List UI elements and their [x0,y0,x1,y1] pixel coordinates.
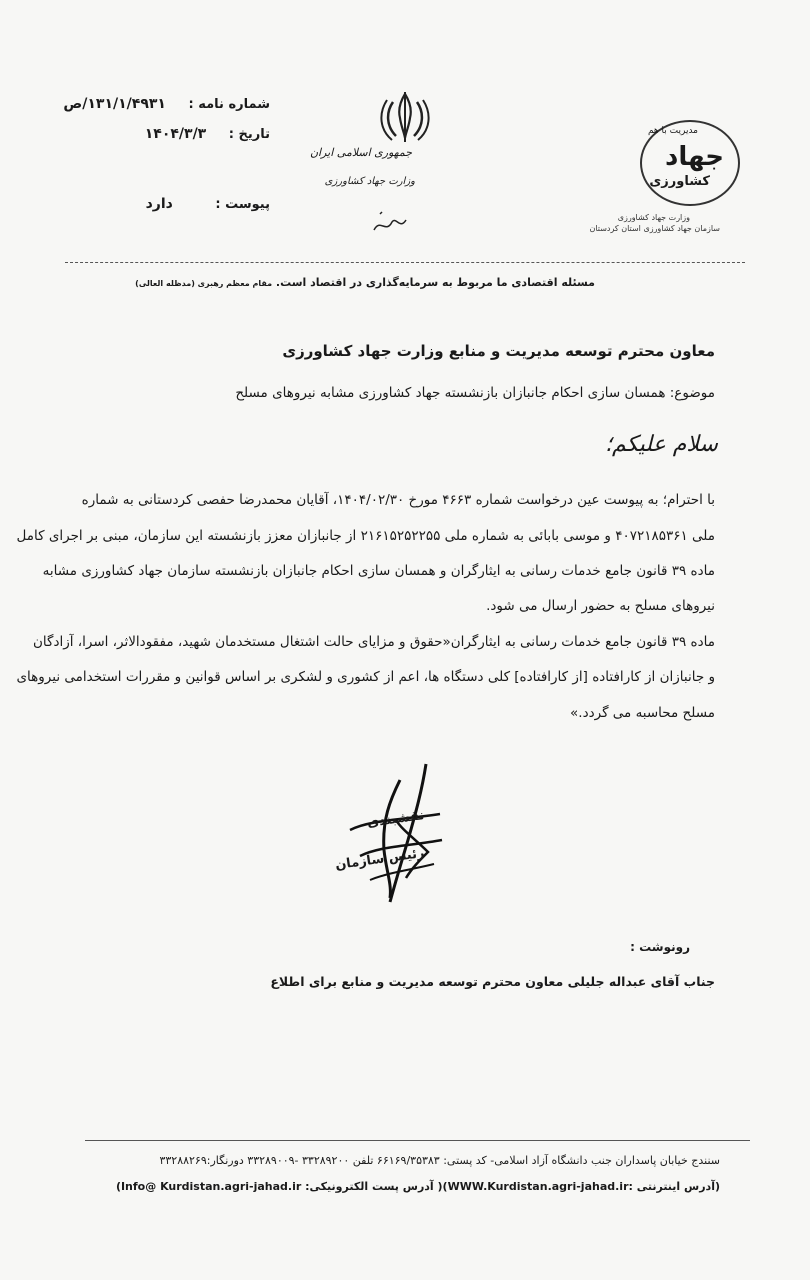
attachment-row [146,196,270,212]
greeting: سلام علیکم؛ [604,432,718,457]
footer-web: (آدرس اینترنتی :WWW.Kurdistan.agri-jahad.ir)( آدرس پست الکترونیکی: Info@ Kurdistan.agri-jahad.ir) [115,1180,720,1193]
paragraph1-line2: ملی ۴۰۷۲۱۸۵۳۶۱ و موسی بابائی به شماره ملی ۲۱۶۱۵۲۵۲۲۵۵ از جانبازان معزز بازنشسته این سازمان، مبنی بر اجرای کامل [16,528,715,544]
paragraph2-line2: و جانبازان از کارافتاده [از کارافتاده] کلی دستگاه ها، اعم از کشوری و لشکری بر اساس قوانین و مقررات استخدامی نیروهای [16,669,715,685]
logo-subtitle: کشاورزی [649,174,710,189]
letter-number-label: شماره نامه : [188,97,270,112]
paragraph2-line1: ماده ۳۹ قانون جامع خدمات رسانی به ایثارگران«حقوق و مزایای حالت اشتغال مستخدمان شهید، مفقودالاثر، اسرا، آزادگان [32,634,715,650]
motto-text: مسئله اقتصادی ما مربوط به سرمایه‌گذاری در اقتصاد است. [275,276,595,289]
org-line-1: وزارت جهاد کشاورزی [617,213,690,222]
signature-name: نقشبندی [366,808,426,831]
footer-address: سنندج خیابان پاسداران جنب دانشگاه آزاد اسلامی- کد پستی: ۶۶۱۶۹/۳۵۳۸۳ تلفن ۳۳۲۸۹۲۰۰ -۳۳۲۸۹۰۰۹ دورنگار:۳۳۲۸۸۲۶۹ [159,1154,720,1167]
header-divider [65,262,745,263]
cc-text: جناب آقای عبداله جلیلی معاون محترم توسعه مدیریت و منابع برای اطلاع [270,974,715,989]
date-value: ۱۴۰۴/۳/۳ [144,126,207,142]
motto [135,276,595,289]
paragraph1-line4: نیروهای مسلح به حضور ارسال می شود. [486,598,715,614]
recipient: معاون محترم توسعه مدیریت و منابع وزارت جهاد کشاورزی [282,342,715,360]
paragraph2-line3: مسلح محاسبه می گردد.» [570,705,715,721]
footer-divider [85,1140,750,1141]
subject: موضوع: همسان سازی احکام جانبازان بازنشسته جهاد کشاورزی مشابه نیروهای مسلح [235,385,715,401]
logo-top-text: مدیریت با هم [647,126,698,136]
letter-number-value: ۱۳۱/۱/۴۹۳۱/ص [63,96,166,112]
signature-title: رئیس سازمان [334,845,426,874]
date-label: تاریخ : [228,127,270,142]
paragraph1-line3: ماده ۳۹ قانون جامع خدمات رسانی به ایثارگران و همسان سازی احکام جانبازان بازنشسته سازمان جهاد کشاورزی مشابه [42,563,715,579]
handwritten-mark-icon [370,208,410,238]
signature-scribble-icon [330,760,460,910]
iran-emblem-icon [360,88,450,148]
emblem-ministry-text: وزارت جهاد کشاورزی [324,176,415,187]
letter-number-row [63,96,270,112]
motto-attribution: مقام معظم رهبری (مدظله العالی) [135,279,273,288]
emblem-country-text: جمهوری اسلامی ایران [309,146,412,159]
logo-title: جهاد [664,142,724,172]
cc-label: رونوشت : [630,940,690,954]
paragraph1-line1: با احترام؛ به پیوست عین درخواست شماره ۴۶۶۳ مورخ ۱۴۰۴/۰۲/۳۰، آقایان محمدرضا حفصی کردستانی به شماره [81,492,715,508]
date-row [145,126,270,142]
org-line-2: سازمان جهاد کشاورزی استان کردستان [589,224,720,233]
attachment-label: پیوست : [215,197,270,212]
attachment-value: دارد [145,196,173,212]
